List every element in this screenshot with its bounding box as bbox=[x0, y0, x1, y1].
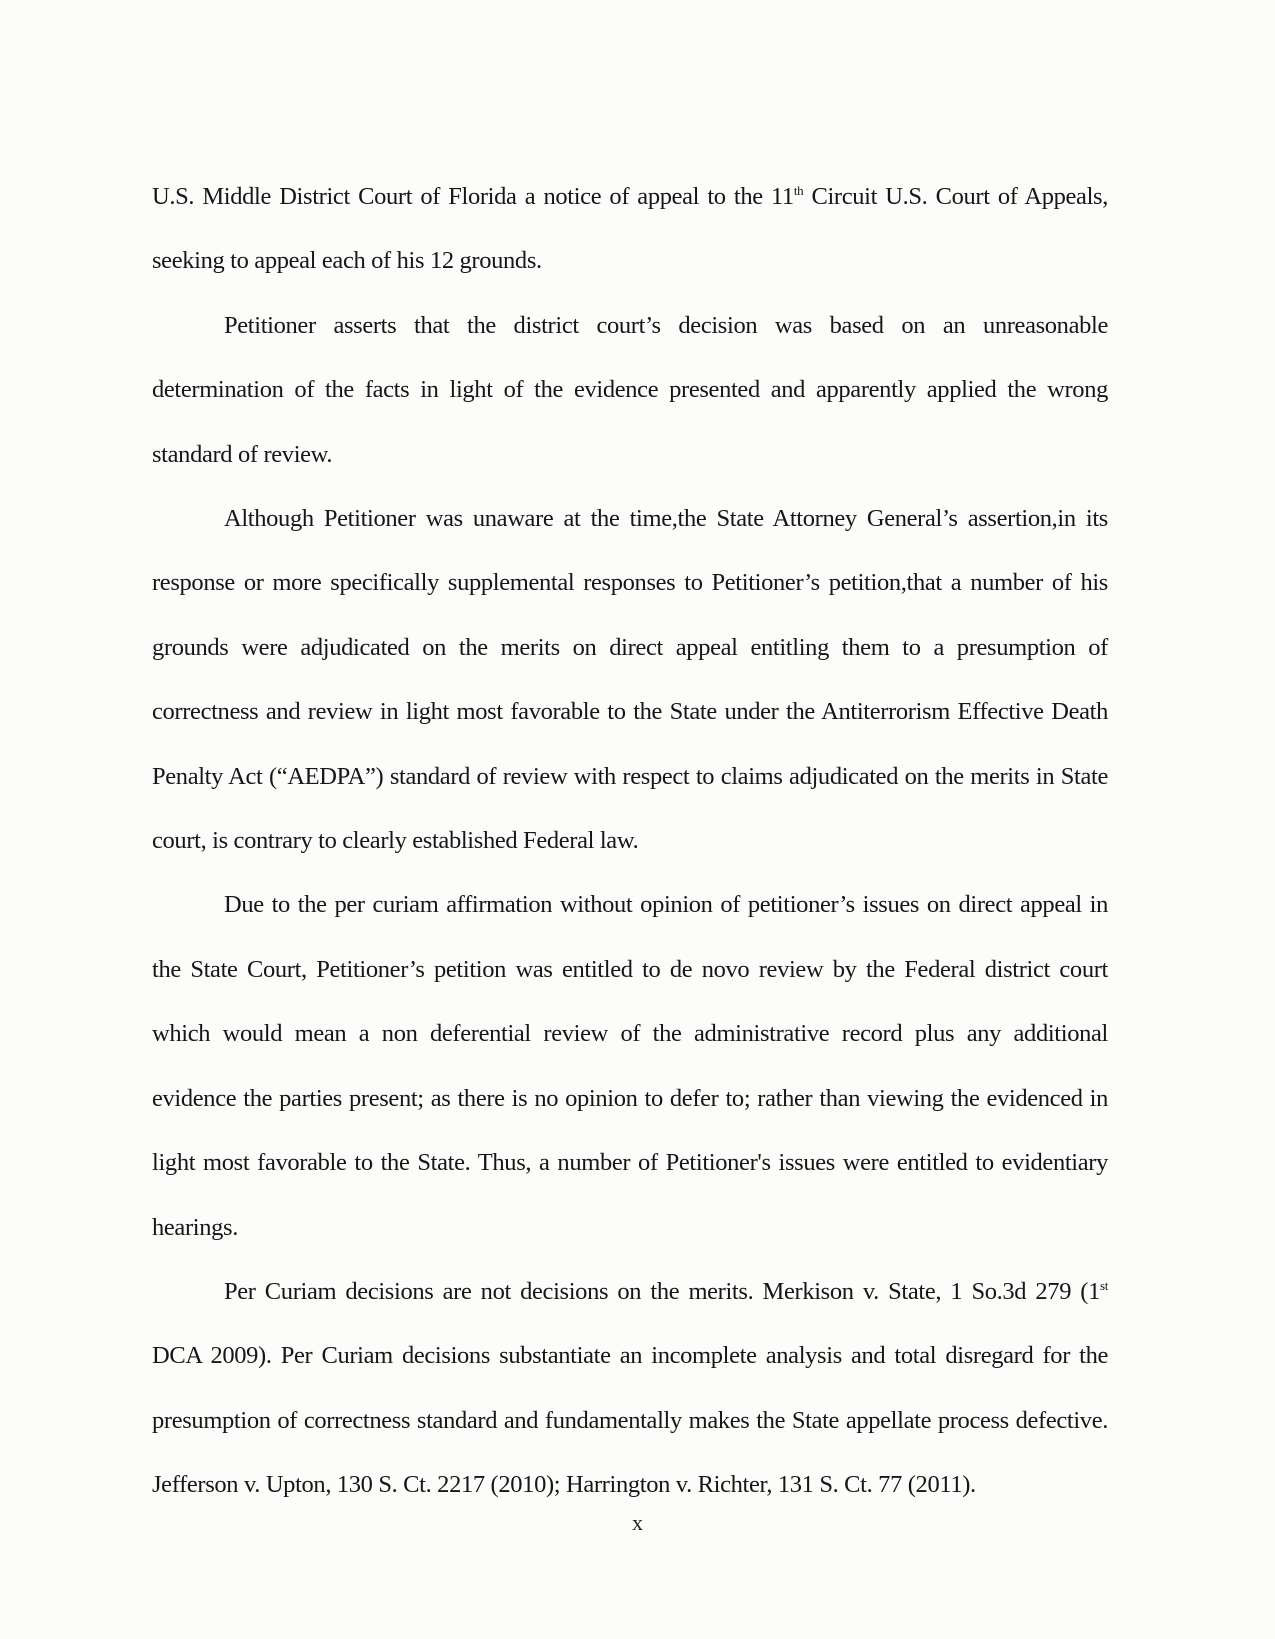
document-body bbox=[152, 165, 1108, 1518]
text-run: Petitioner asserts that the district court’s decision was based on an unreasonable determination of the facts in light of the evidence presented and apparently applied the wrong standard of review. bbox=[152, 311, 1108, 468]
paragraph-per-curiam bbox=[152, 1260, 1108, 1518]
ordinal-superscript: th bbox=[793, 182, 804, 198]
text-run: DCA 2009). Per Curiam decisions substantiate an incomplete analysis and total disregard for the presumption of correctness standard and fundamentally makes the State appellate process defective. Jefferson v. Upton, 130 S. Ct. 2217 (2010); Harrington v. Richter, 131 S. Ct. 77 (2011). bbox=[152, 1342, 1108, 1499]
paragraph-aedpa-assertion bbox=[152, 487, 1108, 873]
text-run: U.S. Middle District Court of Florida a notice of appeal to the 11 bbox=[152, 183, 794, 210]
paragraph-unreasonable-determination bbox=[152, 294, 1108, 487]
text-run: Per Curiam decisions are not decisions on the merits. Merkison v. State, 1 So.3d 279 (1 bbox=[224, 1277, 1101, 1305]
paragraph-notice-of-appeal bbox=[152, 165, 1108, 294]
text-run: Circuit U.S. Court of Appeals, seeking to appeal each of his 12 grounds. bbox=[152, 183, 1108, 275]
paragraph-de-novo-review bbox=[152, 873, 1108, 1259]
text-run: Due to the per curiam affirmation without opinion of petitioner’s issues on direct appeal in the State Court, Petitioner’s petition was entitled to de novo review by the Federal district court which would mean a non deferential review of the administrative record plus any additional evidence the parties present; as there is no opinion to defer to; rather than viewing the evidenced in light most favorable to the State. Thus, a number of Petitioner's issues were entitled to evidentiary hearings. bbox=[152, 891, 1108, 1241]
ordinal-superscript: st bbox=[1100, 1277, 1108, 1293]
page-number: x bbox=[632, 1510, 643, 1535]
text-run: Although Petitioner was unaware at the time,the State Attorney General’s assertion,in its response or more specifically supplemental responses to Petitioner’s petition,that a number of his grounds were adjudicated on the merits on direct appeal entitling them to a presumption of correctness and review in light most favorable to the State under the Antiterrorism Effective Death Penalty Act (“AEDPA”) standard of review with respect to claims adjudicated on the merits in State court, is contrary to clearly established Federal law. bbox=[152, 505, 1108, 855]
